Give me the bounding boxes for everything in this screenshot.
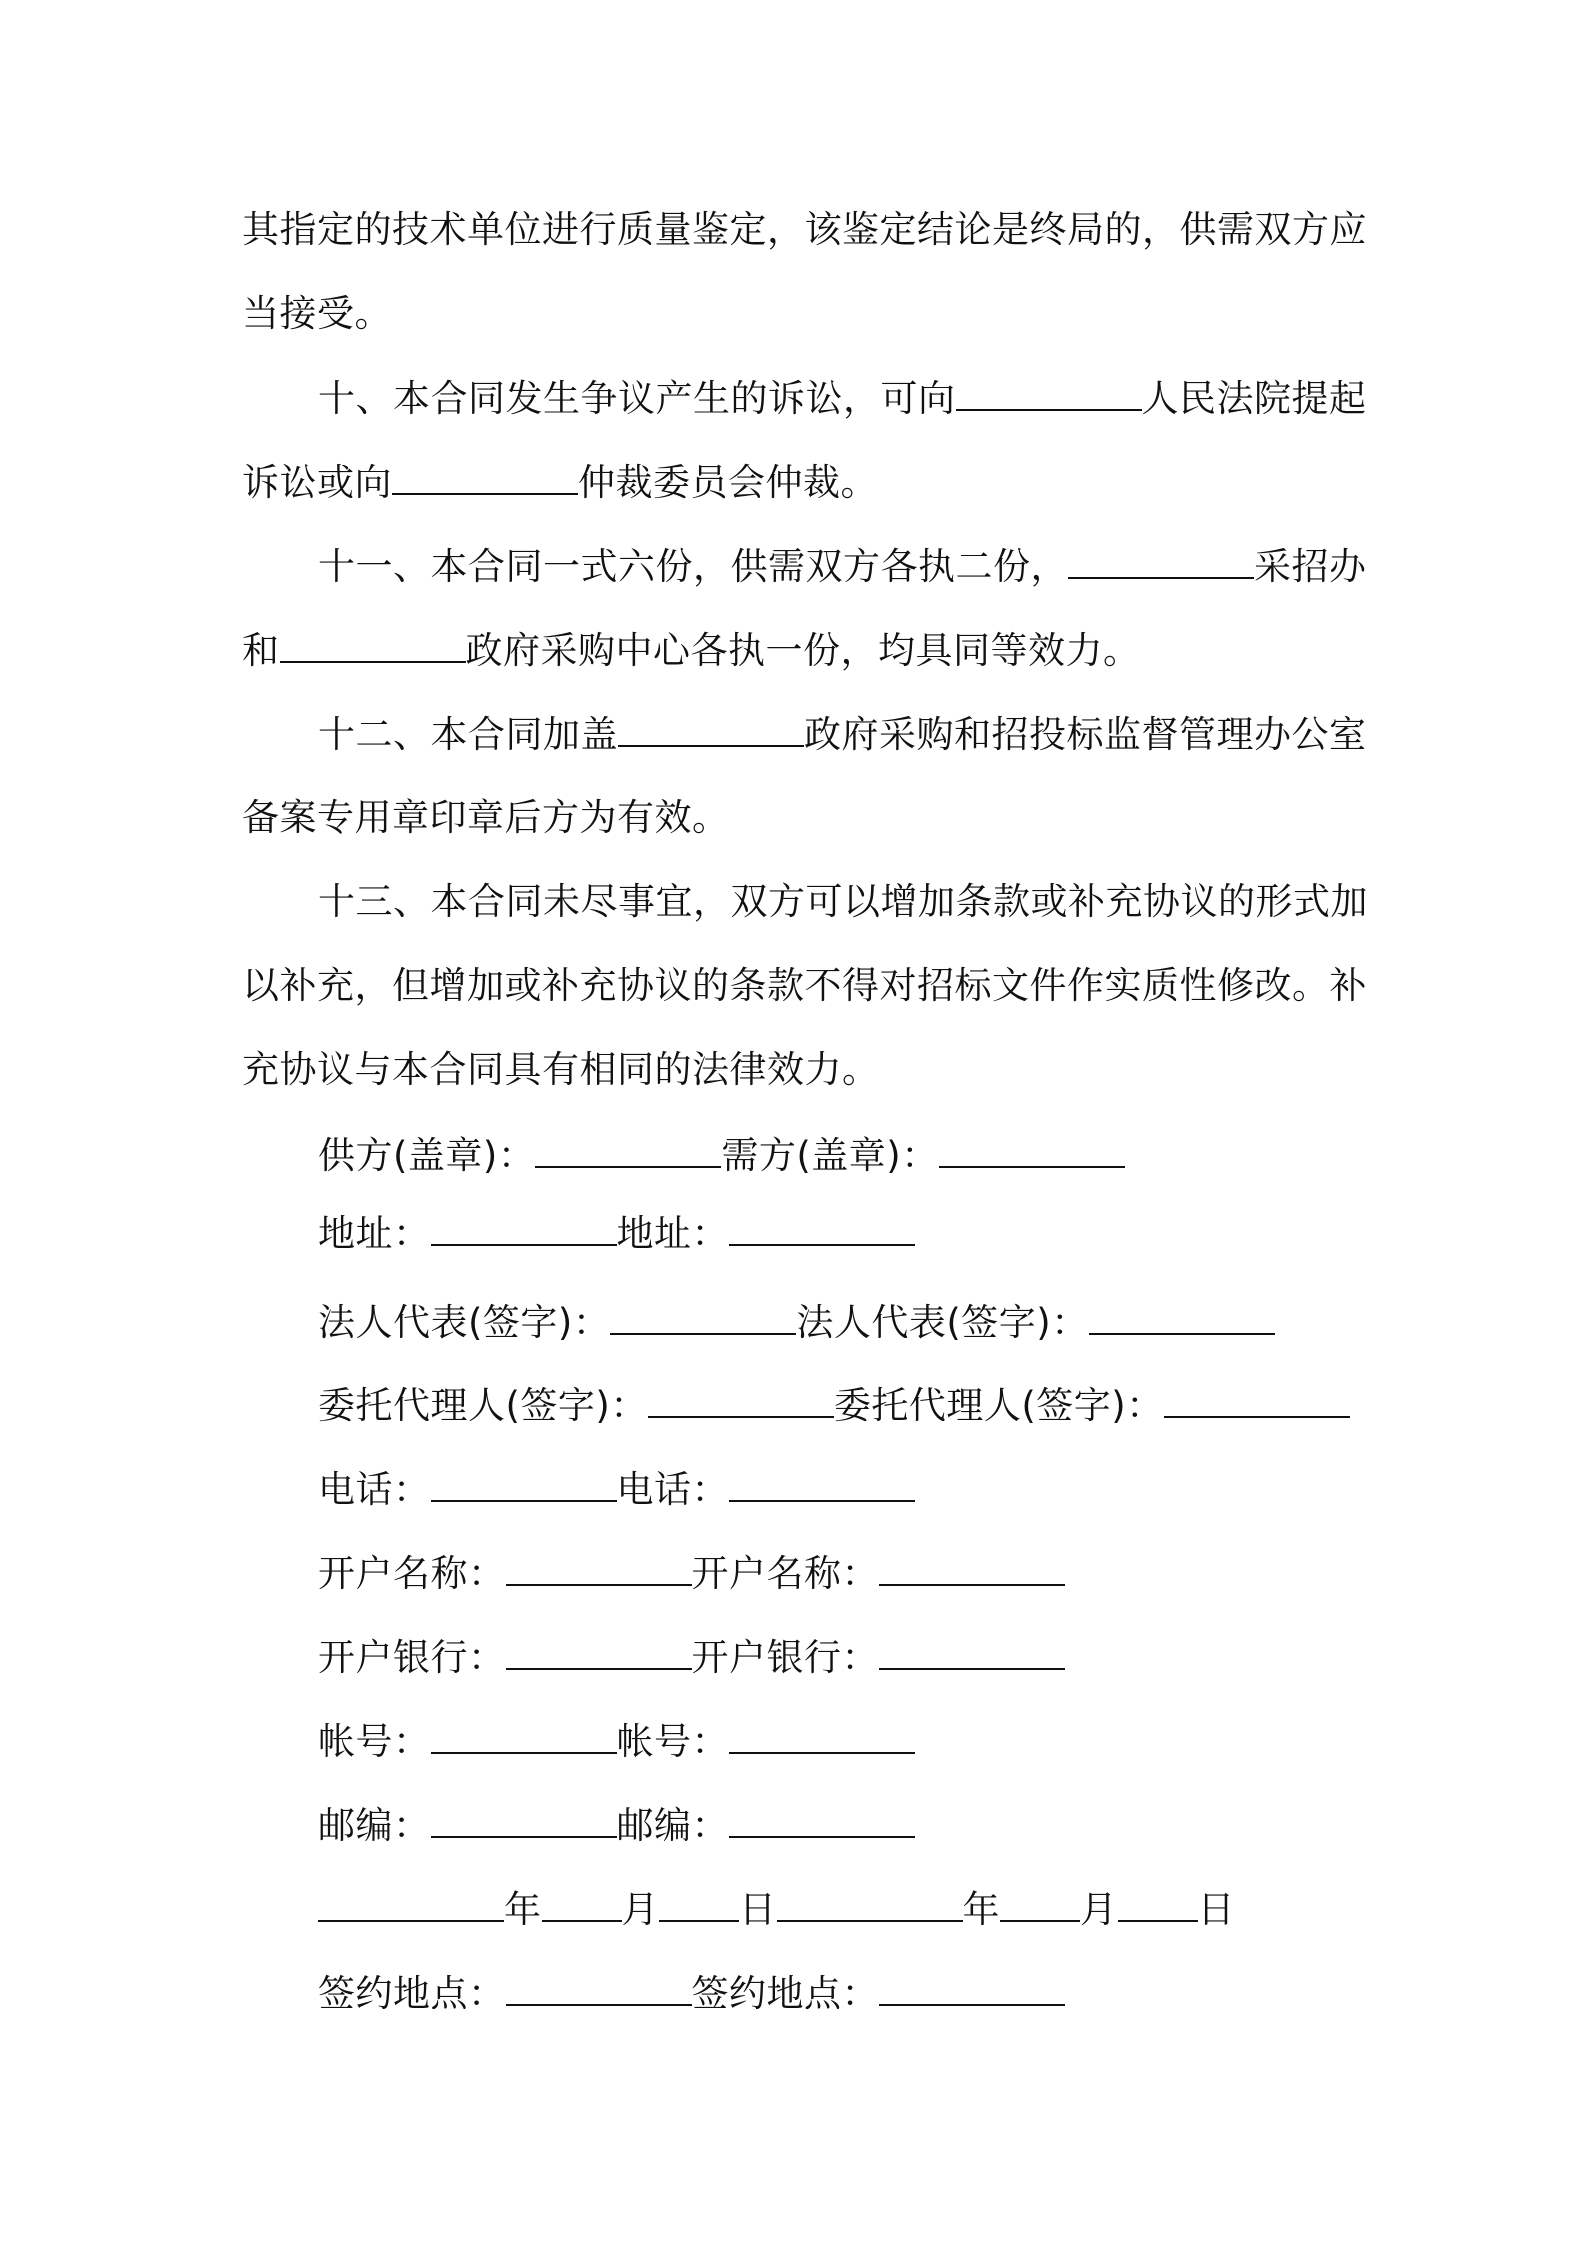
supplier-address-field[interactable] xyxy=(431,1208,617,1246)
clause-9-line-2: 当接受。 xyxy=(242,292,392,335)
clause-12-line-1: 十二、本合同加盖 政府采购和招投标监督管理办公室 xyxy=(318,709,1367,760)
account-number-row: 帐号： 帐号： xyxy=(318,1716,915,1767)
supplier-phone-field[interactable] xyxy=(431,1464,617,1502)
seal-row: 供方(盖章)： 需方(盖章)： xyxy=(318,1130,1125,1181)
supplier-seal-field[interactable] xyxy=(535,1130,721,1168)
supplier-account-name-field[interactable] xyxy=(506,1548,692,1586)
clause-11-line-1: 十一、本合同一式六份，供需双方各执二份， 采招办 xyxy=(318,541,1367,592)
clause-10-line-2: 诉讼或向 仲裁委员会仲裁。 xyxy=(242,457,878,508)
supplier-account-number-field[interactable] xyxy=(431,1716,617,1754)
clause-11-line-2: 和 政府采购中心各执一份，均具同等效力。 xyxy=(242,625,1141,676)
supplier-legal-rep-field[interactable] xyxy=(610,1297,796,1335)
buyer-day-field[interactable] xyxy=(1118,1884,1198,1922)
supplier-day-field[interactable] xyxy=(659,1884,739,1922)
legal-rep-row: 法人代表(签字)： 法人代表(签字)： xyxy=(318,1297,1275,1348)
buyer-agent-field[interactable] xyxy=(1164,1380,1350,1418)
address-row: 地址： 地址： xyxy=(318,1208,915,1259)
supplier-bank-field[interactable] xyxy=(506,1632,692,1670)
buyer-account-name-field[interactable] xyxy=(879,1548,1065,1586)
signing-place-row: 签约地点： 签约地点： xyxy=(318,1968,1065,2019)
clause-13-line-2: 以补充，但增加或补充协议的条款不得对招标文件作实质性修改。补 xyxy=(242,964,1367,1007)
agent-row: 委托代理人(签字)： 委托代理人(签字)： xyxy=(318,1380,1350,1431)
buyer-signing-place-field[interactable] xyxy=(879,1968,1065,2006)
account-name-row: 开户名称： 开户名称： xyxy=(318,1548,1065,1599)
postcode-row: 邮编： 邮编： xyxy=(318,1800,915,1851)
buyer-postcode-field[interactable] xyxy=(729,1800,915,1838)
procurement-center-blank[interactable] xyxy=(280,625,466,663)
phone-row: 电话： 电话： xyxy=(318,1464,915,1515)
buyer-bank-field[interactable] xyxy=(879,1632,1065,1670)
supervision-office-blank[interactable] xyxy=(618,709,804,747)
supplier-year-field[interactable] xyxy=(318,1884,504,1922)
supplier-month-field[interactable] xyxy=(542,1884,622,1922)
buyer-month-field[interactable] xyxy=(1000,1884,1080,1922)
buyer-year-field[interactable] xyxy=(777,1884,963,1922)
buyer-account-number-field[interactable] xyxy=(729,1716,915,1754)
supplier-postcode-field[interactable] xyxy=(431,1800,617,1838)
date-row: 年 月 日 年 月 日 xyxy=(318,1884,1235,1935)
buyer-phone-field[interactable] xyxy=(729,1464,915,1502)
procurement-office-blank[interactable] xyxy=(1068,541,1254,579)
buyer-legal-rep-field[interactable] xyxy=(1089,1297,1275,1335)
buyer-seal-field[interactable] xyxy=(939,1130,1125,1168)
clause-13-line-1: 十三、本合同未尽事宜，双方可以增加条款或补充协议的形式加 xyxy=(318,880,1368,923)
buyer-address-field[interactable] xyxy=(729,1208,915,1246)
clause-12-line-2: 备案专用章印章后方为有效。 xyxy=(242,796,730,839)
clause-10-line-1: 十、本合同发生争议产生的诉讼，可向 人民法院提起 xyxy=(318,373,1367,424)
arbitration-blank[interactable] xyxy=(392,457,578,495)
clause-9-line-1: 其指定的技术单位进行质量鉴定，该鉴定结论是终局的，供需双方应 xyxy=(242,208,1367,251)
supplier-agent-field[interactable] xyxy=(648,1380,834,1418)
court-blank[interactable] xyxy=(956,373,1142,411)
supplier-signing-place-field[interactable] xyxy=(506,1968,692,2006)
clause-13-line-3: 充协议与本合同具有相同的法律效力。 xyxy=(242,1048,880,1091)
bank-row: 开户银行： 开户银行： xyxy=(318,1632,1065,1683)
